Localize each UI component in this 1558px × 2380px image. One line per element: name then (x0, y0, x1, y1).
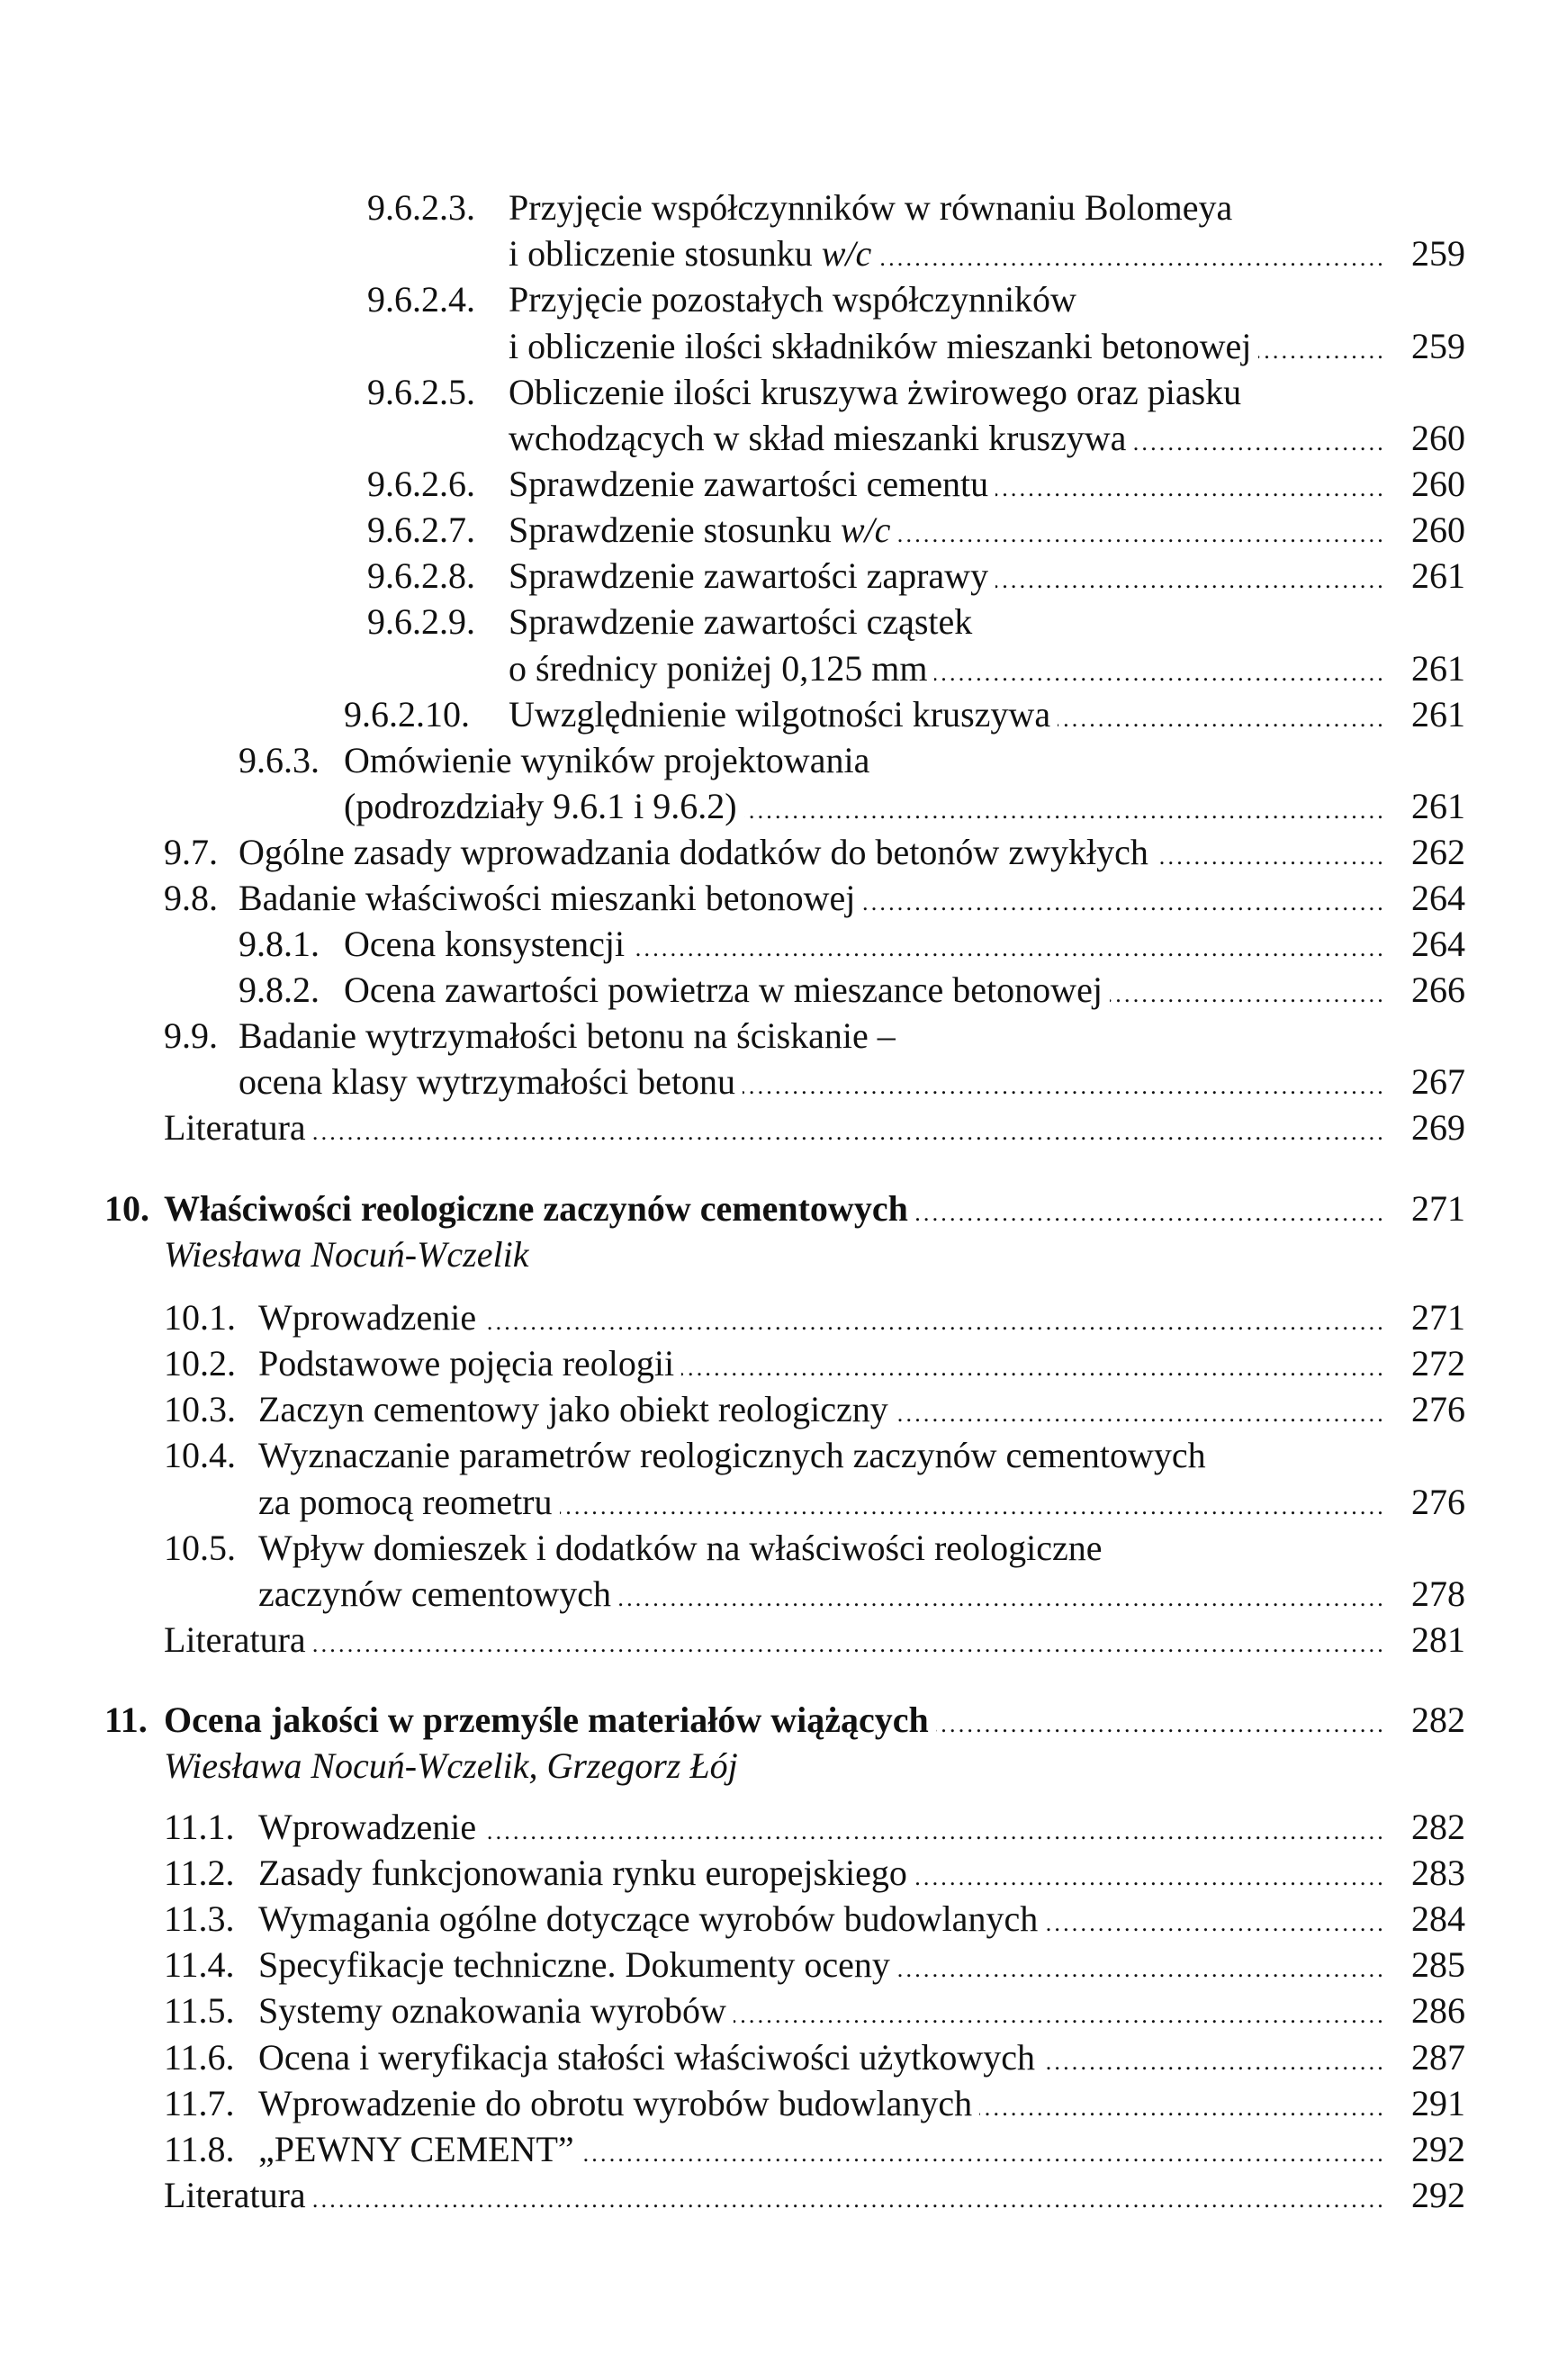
dot-leader (1110, 972, 1386, 1017)
toc-entry-11-2[interactable] (0, 1851, 1558, 1896)
author-name: Wiesława Nocuń-Wczelik (164, 1234, 529, 1275)
section-title: Wpływ domieszek i dodatków na właściwości reologiczne (258, 1528, 1103, 1568)
chapter-title: Ocena jakości w przemyśle materiałów wiążących (164, 1699, 929, 1740)
dot-leader (862, 880, 1386, 925)
section-number: 9.7. (164, 832, 218, 872)
section-title: Obliczenie ilości kruszywa żwirowego oraz piasku (509, 372, 1242, 412)
literature-label: Literatura (164, 2175, 306, 2215)
toc-entry-11-8[interactable] (0, 2127, 1558, 2172)
dot-leader (897, 1947, 1386, 1992)
page-number[interactable]: 292 (1411, 2129, 1465, 2169)
dot-leader (313, 2177, 1386, 2222)
toc-literature-ch11[interactable] (0, 2173, 1558, 2218)
section-number: 9.6.2.4. (367, 279, 475, 320)
section-number: 9.6.2.10. (344, 694, 470, 735)
section-number: 9.6.2.9. (367, 601, 475, 642)
dot-leader (914, 1855, 1386, 1900)
section-title: Specyfikacje techniczne. Dokumenty oceny (258, 1944, 890, 1985)
page-number[interactable]: 283 (1411, 1853, 1465, 1893)
dot-leader (1258, 329, 1386, 374)
page-number[interactable]: 261 (1411, 648, 1465, 689)
dot-leader (483, 1300, 1386, 1345)
page-number[interactable]: 272 (1411, 1343, 1465, 1384)
page-number[interactable]: 259 (1411, 326, 1465, 366)
section-title-cont: i obliczenie ilości składników mieszanki betonowej (509, 326, 1252, 366)
toc-entry-9-6-2-4-cont[interactable] (0, 324, 1558, 369)
section-number: 9.6.2.3. (367, 187, 475, 228)
section-title: Badanie wytrzymałości betonu na ściskanie – (239, 1015, 896, 1056)
section-title: Badanie właściwości mieszanki betonowej (239, 878, 856, 918)
dot-leader (1156, 834, 1386, 879)
dot-leader (995, 558, 1386, 603)
section-title: Ocena zawartości powietrza w mieszance betonowej (344, 969, 1103, 1010)
section-title: Wprowadzenie do obrotu wyrobów budowlanych (258, 2083, 973, 2123)
page-number[interactable]: 291 (1411, 2083, 1465, 2123)
page-number[interactable]: 271 (1411, 1188, 1465, 1229)
section-number: 10.1. (164, 1297, 236, 1338)
dot-leader (734, 1993, 1386, 2038)
section-title-cont: wchodzących w skład mieszanki kruszywa (509, 418, 1127, 458)
toc-entry-9-6-2-3-cont[interactable] (0, 231, 1558, 276)
section-number: 9.6.3. (239, 740, 320, 780)
toc-entry-11-5[interactable] (0, 1988, 1558, 2033)
chapter-number: 10. (104, 1188, 149, 1229)
literature-label: Literatura (164, 1107, 306, 1148)
page-number[interactable]: 267 (1411, 1061, 1465, 1102)
toc-chapter-10[interactable] (0, 1186, 1558, 1231)
section-number: 9.6.2.7. (367, 509, 475, 550)
toc-entry-10-3[interactable] (0, 1387, 1558, 1432)
dot-leader (896, 1392, 1386, 1437)
page-number[interactable]: 261 (1411, 786, 1465, 826)
section-title: Zasady funkcjonowania rynku europejskiego (258, 1853, 907, 1893)
section-number: 11.4. (164, 1944, 235, 1985)
section-title: Ocena konsystencji (344, 924, 626, 964)
toc-entry-9-9-cont[interactable] (0, 1059, 1558, 1104)
section-number: 11.3. (164, 1898, 235, 1939)
page-number[interactable]: 285 (1411, 1944, 1465, 1985)
page-number[interactable]: 286 (1411, 1990, 1465, 2031)
section-number: 10.3. (164, 1389, 236, 1429)
page-number[interactable]: 276 (1411, 1389, 1465, 1429)
section-title: Przyjęcie współczynników w równaniu Bolomeya (509, 187, 1233, 228)
section-title-cont: (podrozdziały 9.6.1 i 9.6.2) (344, 786, 737, 826)
dot-leader (995, 466, 1386, 511)
toc-entry-9-6-2-10[interactable] (0, 692, 1558, 737)
dot-leader (313, 1110, 1386, 1155)
dot-leader (744, 789, 1386, 834)
section-number: 10.2. (164, 1343, 236, 1384)
section-title: „PEWNY CEMENT” (258, 2129, 574, 2169)
page-number[interactable]: 281 (1411, 1619, 1465, 1660)
section-title: Wyznaczanie parametrów reologicznych zaczynów cementowych (258, 1435, 1206, 1475)
section-title: Uwzględnienie wilgotności kruszywa (509, 694, 1051, 735)
dot-leader (743, 1064, 1386, 1109)
toc-entry-9-6-2-7[interactable] (0, 508, 1558, 553)
section-title-cont: i obliczenie stosunku w/c (509, 233, 872, 274)
dot-leader (581, 2132, 1386, 2177)
section-number: 11.6. (164, 2037, 235, 2078)
chapter-title: Właściwości reologiczne zaczynów cementowych (164, 1188, 908, 1229)
page-number[interactable]: 264 (1411, 878, 1465, 918)
dot-leader (483, 1809, 1386, 1854)
section-number: 9.6.2.5. (367, 372, 475, 412)
page-number[interactable]: 261 (1411, 694, 1465, 735)
dot-leader (878, 236, 1386, 281)
toc-entry-11-4[interactable] (0, 1943, 1558, 1988)
toc-entry-11-3[interactable] (0, 1897, 1558, 1942)
toc-literature-ch10[interactable] (0, 1618, 1558, 1663)
page-number[interactable]: 282 (1411, 1807, 1465, 1847)
section-number: 9.8.1. (239, 924, 320, 964)
section-title-cont: o średnicy poniżej 0,125 mm (509, 648, 928, 689)
section-number: 9.8. (164, 878, 218, 918)
section-title-cont: ocena klasy wytrzymałości betonu (239, 1061, 736, 1102)
page-number[interactable]: 261 (1411, 555, 1465, 596)
page-number[interactable]: 262 (1411, 832, 1465, 872)
toc-entry-9-8[interactable] (0, 876, 1558, 921)
toc-entry-10-2[interactable] (0, 1341, 1558, 1386)
toc-entry-11-6[interactable] (0, 2035, 1558, 2080)
section-number: 11.5. (164, 1990, 235, 2031)
section-title: Omówienie wyników projektowania (344, 740, 870, 780)
section-title: Zaczyn cementowy jako obiekt reologiczny (258, 1389, 888, 1429)
dot-leader (1045, 1901, 1386, 1946)
toc-entry-9-8-2[interactable] (0, 968, 1558, 1013)
page-number[interactable]: 264 (1411, 924, 1465, 964)
section-number: 9.8.2. (239, 969, 320, 1010)
toc-entry-11-7[interactable] (0, 2081, 1558, 2126)
dot-leader (313, 1622, 1386, 1667)
dot-leader (632, 926, 1386, 971)
page-number[interactable]: 266 (1411, 969, 1465, 1010)
toc-entry-10-4-cont[interactable] (0, 1480, 1558, 1525)
section-number: 9.6.2.8. (367, 555, 475, 596)
page-number[interactable]: 260 (1411, 464, 1465, 504)
toc-entry-9-6-2-6[interactable] (0, 462, 1558, 507)
page-number[interactable]: 269 (1411, 1107, 1465, 1148)
section-number: 10.4. (164, 1435, 236, 1475)
toc-entry-9-6-2-9-cont[interactable] (0, 646, 1558, 691)
page-number[interactable]: 276 (1411, 1482, 1465, 1522)
section-title: Podstawowe pojęcia reologii (258, 1343, 675, 1384)
dot-leader (618, 1576, 1386, 1621)
dot-leader (681, 1346, 1386, 1391)
section-number: 11.2. (164, 1853, 235, 1893)
page-number[interactable]: 259 (1411, 233, 1465, 274)
page-number[interactable]: 278 (1411, 1573, 1465, 1614)
section-title-cont: za pomocą reometru (258, 1482, 553, 1522)
page-number[interactable]: 271 (1411, 1297, 1465, 1338)
page-number[interactable]: 260 (1411, 418, 1465, 458)
literature-label: Literatura (164, 1619, 306, 1660)
section-title: Systemy oznakowania wyrobów (258, 1990, 726, 2031)
toc-entry-10-5-cont[interactable] (0, 1572, 1558, 1617)
dot-leader (1133, 420, 1386, 465)
dot-leader (1058, 697, 1386, 742)
section-number: 11.1. (164, 1807, 235, 1847)
dot-leader (915, 1191, 1386, 1236)
toc-entry-9-6-3-cont[interactable] (0, 784, 1558, 829)
section-number: 11.7. (164, 2083, 235, 2123)
dot-leader (936, 1702, 1386, 1747)
section-title: Sprawdzenie zawartości cząstek (509, 601, 973, 642)
toc-chapter-11[interactable] (0, 1698, 1558, 1743)
section-number: 9.6.2.6. (367, 464, 475, 504)
section-title: Ogólne zasady wprowadzania dodatków do betonów zwykłych (239, 832, 1148, 872)
section-title: Wprowadzenie (258, 1807, 477, 1847)
toc-literature-ch9[interactable] (0, 1105, 1558, 1150)
section-number: 10.5. (164, 1528, 236, 1568)
section-title: Sprawdzenie zawartości zaprawy (509, 555, 989, 596)
section-title: Przyjęcie pozostałych współczynników (509, 279, 1076, 320)
section-number: 9.9. (164, 1015, 218, 1056)
page-number[interactable]: 282 (1411, 1699, 1465, 1740)
dot-leader (560, 1484, 1386, 1529)
toc-entry-9-7[interactable] (0, 830, 1558, 875)
author-names: Wiesława Nocuń-Wczelik, Grzegorz Łój (164, 1745, 738, 1786)
page-number[interactable]: 287 (1411, 2037, 1465, 2078)
chapter-number: 11. (104, 1699, 148, 1740)
section-title: Wprowadzenie (258, 1297, 477, 1338)
dot-leader (1042, 2040, 1386, 2085)
toc-entry-10-1[interactable] (0, 1295, 1558, 1340)
section-title-cont: zaczynów cementowych (258, 1573, 612, 1614)
toc-entry-9-6-2-8[interactable] (0, 554, 1558, 599)
page-number[interactable]: 292 (1411, 2175, 1465, 2215)
section-number: 11.8. (164, 2129, 235, 2169)
section-title: Sprawdzenie stosunku w/c (509, 509, 891, 550)
toc-entry-11-1[interactable] (0, 1805, 1558, 1850)
section-title: Ocena i weryfikacja stałości właściwości użytkowych (258, 2037, 1036, 2078)
section-title: Wymagania ogólne dotyczące wyrobów budowlanych (258, 1898, 1039, 1939)
page-number[interactable]: 260 (1411, 509, 1465, 550)
dot-leader (934, 651, 1386, 696)
page-number[interactable]: 284 (1411, 1898, 1465, 1939)
toc-entry-9-6-2-5-cont[interactable] (0, 416, 1558, 461)
dot-leader (979, 2086, 1386, 2131)
toc-entry-9-8-1[interactable] (0, 922, 1558, 967)
dot-leader (897, 512, 1386, 557)
section-title: Sprawdzenie zawartości cementu (509, 464, 989, 504)
